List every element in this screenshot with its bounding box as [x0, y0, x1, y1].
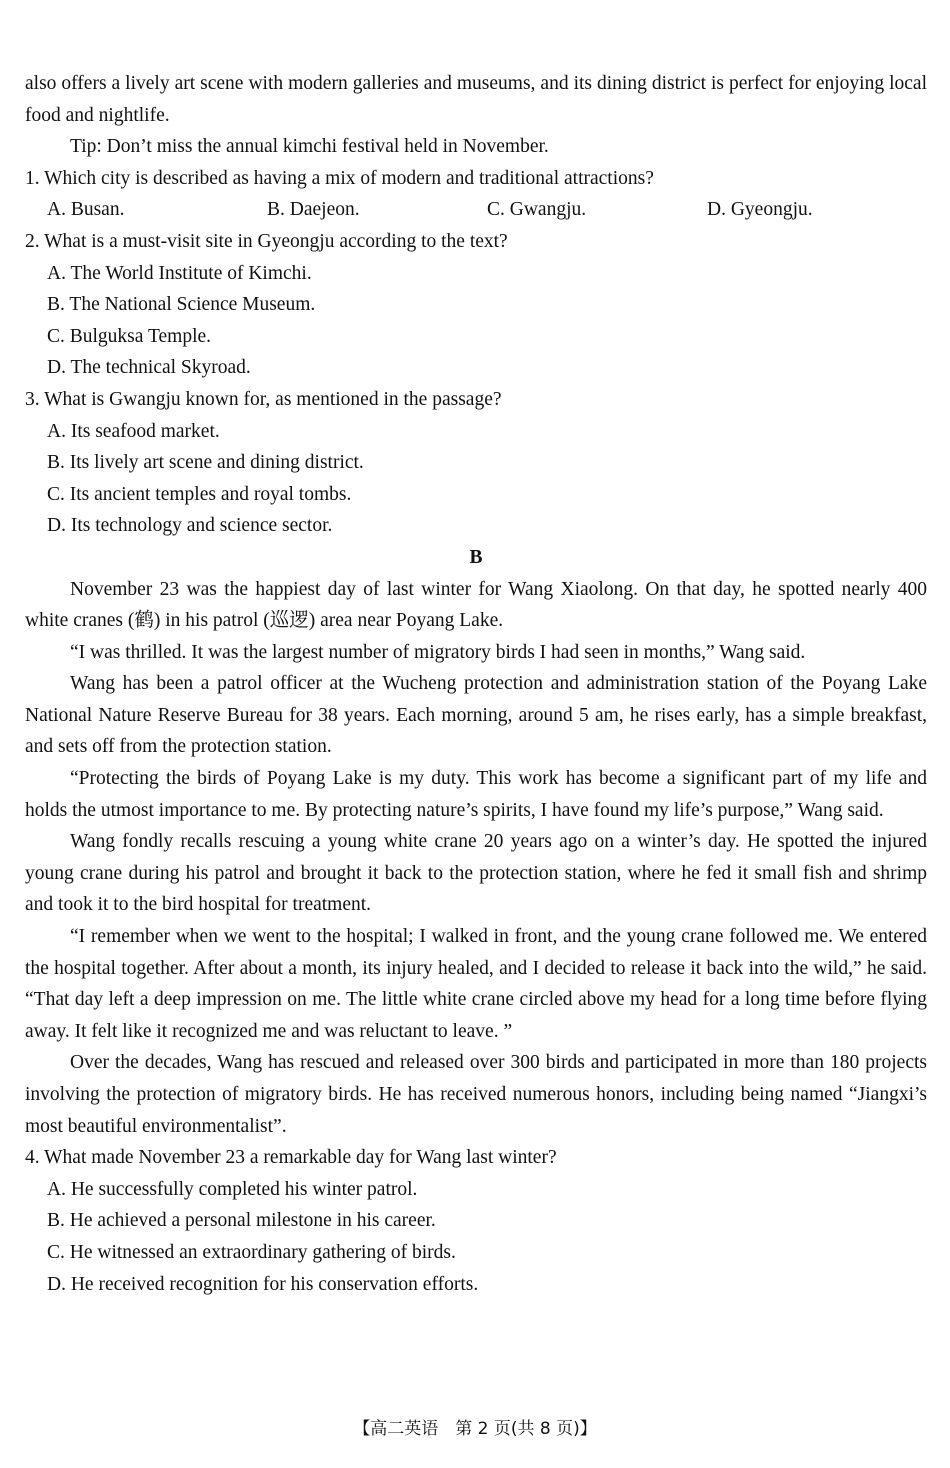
option: C. Gwangju.	[487, 199, 587, 221]
page-footer: 【高二英语 第 2 页(共 8 页)】	[353, 1419, 597, 1439]
option: D. He received recognition for his conservation efforts.	[47, 1273, 479, 1295]
option: A. He successfully completed his winter patrol.	[47, 1178, 418, 1200]
page-content	[25, 68, 927, 1300]
question-1-stem: 1. Which city is described as having a mix of modern and traditional attractions?	[25, 167, 654, 189]
paragraph: Wang has been a patrol officer at the Wucheng protection and administration station of the Poyang Lake National Nature Reserve Bureau for 38 years. Each morning, around 5 am, he rises early, has a simple breakfast, and sets off from the protection station.	[25, 673, 927, 758]
option: A. The World Institute of Kimchi.	[47, 262, 312, 284]
question-2-stem: 2. What is a must-visit site in Gyeongju according to the text?	[25, 230, 508, 252]
option: D. Its technology and science sector.	[47, 515, 333, 537]
paragraph: “I was thrilled. It was the largest number of migratory birds I had seen in months,” Wang said.	[70, 641, 806, 663]
passage-a-tip: Tip: Don’t miss the annual kimchi festival held in November.	[70, 136, 549, 158]
paragraph: November 23 was the happiest day of last winter for Wang Xiaolong. On that day, he spotted nearly 400 white cranes (鹤) in his patrol (巡逻) area near Poyang Lake.	[25, 578, 927, 632]
question-4-stem: 4. What made November 23 a remarkable day for Wang last winter?	[25, 1147, 557, 1169]
section-b-title: B	[469, 546, 483, 568]
option: A. Its seafood market.	[47, 420, 220, 442]
option: B. The National Science Museum.	[47, 294, 316, 316]
option: C. Bulguksa Temple.	[47, 325, 212, 347]
option: D. Gyeongju.	[707, 199, 813, 221]
paragraph: “Protecting the birds of Poyang Lake is my duty. This work has become a significant part of my life and holds the utmost importance to me. By protecting nature’s spirits, I have found my life’s purpose,” Wang said.	[25, 768, 927, 821]
option: B. Daejeon.	[267, 199, 360, 221]
passage-a-ending: also offers a lively art scene with modern galleries and museums, and its dining district is perfect for enjoying local food and nightlife.	[25, 73, 927, 126]
option: D. The technical Skyroad.	[47, 357, 251, 379]
paragraph: “I remember when we went to the hospital; I walked in front, and the young crane followed me. We entered the hospital together. After about a month, its injury healed, and I decided to release it back into the wild,” he said. “That day left a deep impression on me. The little white crane circled above my head for a long time before flying away. It felt like it recognized me and was reluctant to leave. ”	[25, 926, 927, 1042]
option: C. He witnessed an extraordinary gathering of birds.	[47, 1241, 456, 1263]
option: C. Its ancient temples and royal tombs.	[47, 483, 352, 505]
option: B. Its lively art scene and dining district.	[47, 452, 364, 474]
paragraph: Over the decades, Wang has rescued and released over 300 birds and participated in more than 180 projects involving the protection of migratory birds. He has received numerous honors, including being named “Jiangxi’s most beautiful environmentalist”.	[25, 1052, 927, 1137]
option: A. Busan.	[47, 199, 125, 221]
paragraph: Wang fondly recalls rescuing a young white crane 20 years ago on a winter’s day. He spotted the injured young crane during his patrol and brought it back to the protection station, where he fed it small fish and shrimp and took it to the bird hospital for treatment.	[25, 831, 927, 916]
option: B. He achieved a personal milestone in his career.	[47, 1210, 436, 1232]
question-1-options	[25, 194, 927, 226]
question-3-stem: 3. What is Gwangju known for, as mentioned in the passage?	[25, 388, 502, 410]
